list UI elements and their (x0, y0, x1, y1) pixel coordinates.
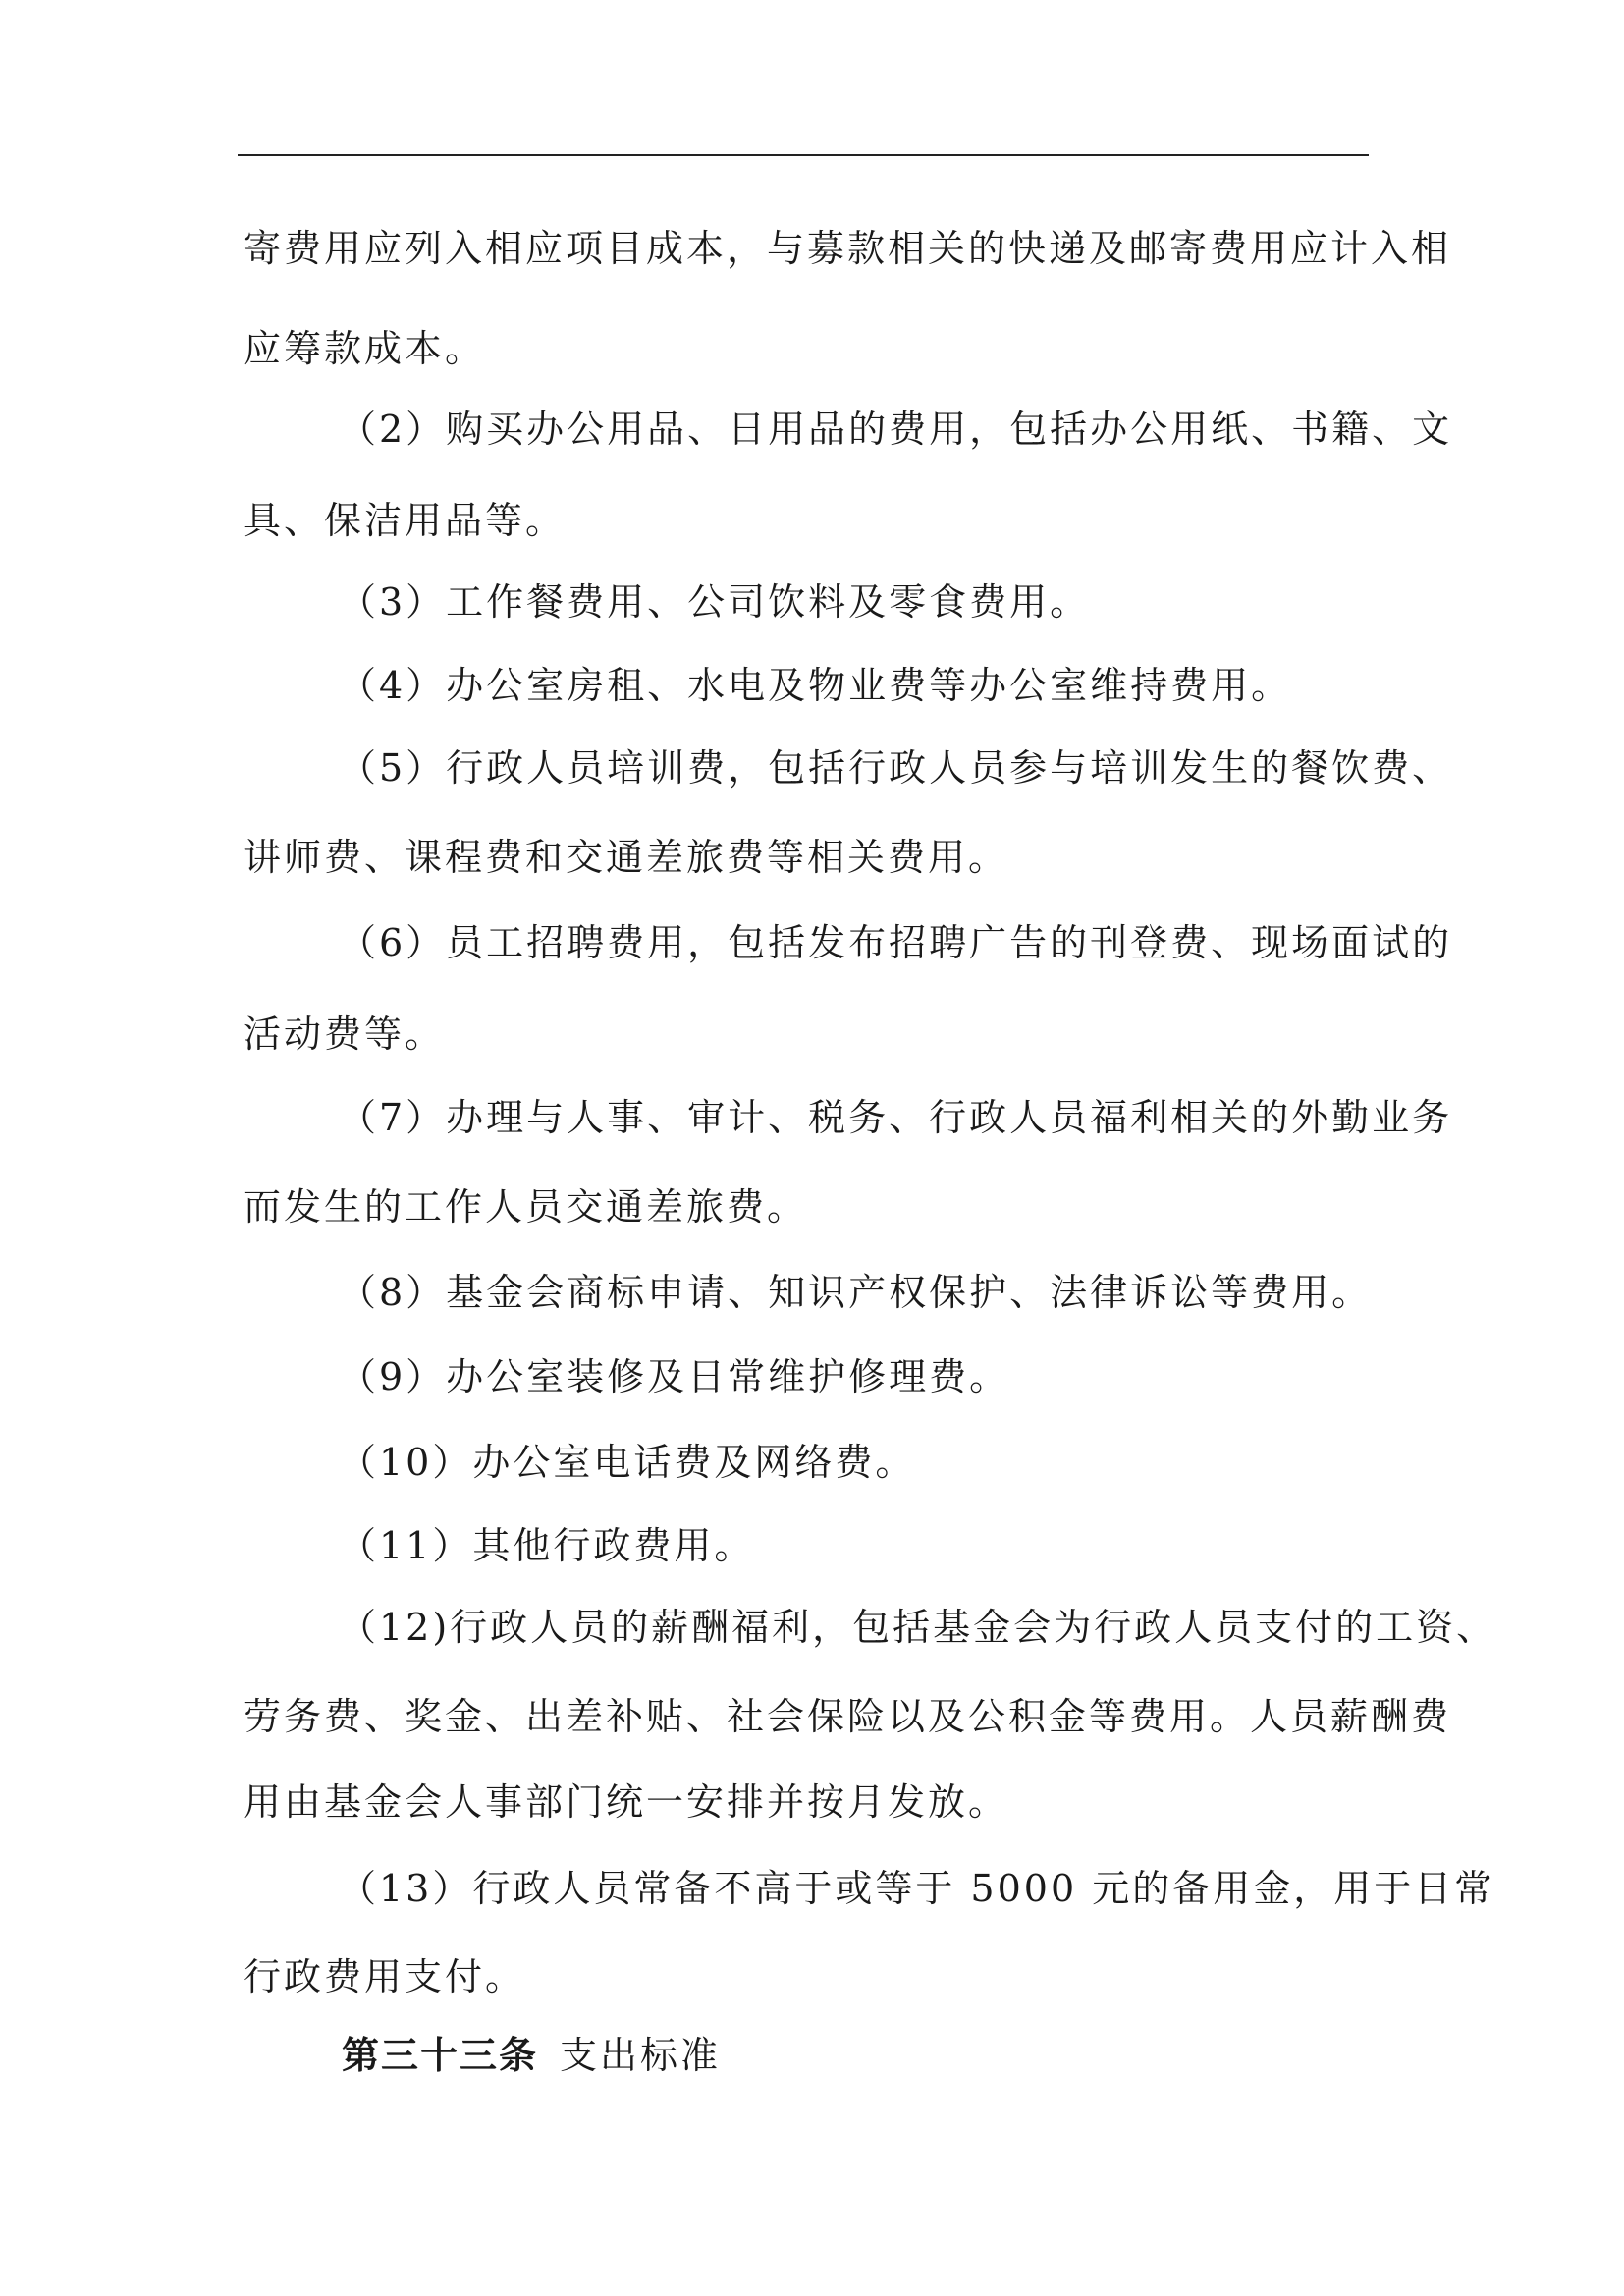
paragraph-line: 寄费用应列入相应项目成本，与募款相关的快递及邮寄费用应计入相 (244, 227, 1452, 270)
article-number: 第三十三条 (342, 2033, 539, 2077)
paragraph-line: 劳务费、奖金、出差补贴、社会保险以及公积金等费用。人员薪酬费 (244, 1695, 1452, 1738)
list-item-12: （12)行政人员的薪酬福利，包括基金会为行政人员支付的工资、 (339, 1606, 1497, 1649)
list-item-9: （9）办公室装修及日常维护修理费。 (339, 1355, 1010, 1398)
list-item-10: （10）办公室电话费及网络费。 (339, 1441, 916, 1484)
paragraph-line: 活动费等。 (244, 1012, 446, 1056)
paragraph-line: 用由基金会人事部门统一安排并按月发放。 (244, 1780, 1009, 1824)
list-item-6: （6）员工招聘费用，包括发布招聘广告的刊登费、现场面试的 (339, 921, 1453, 964)
list-item-3: （3）工作餐费用、公司饮料及零食费用。 (339, 580, 1091, 624)
header-rule (238, 154, 1369, 156)
paragraph-line: 行政费用支付。 (244, 1955, 526, 1998)
list-item-7: （7）办理与人事、审计、税务、行政人员福利相关的外勤业务 (339, 1096, 1453, 1139)
paragraph-line: 应筹款成本。 (244, 327, 486, 370)
paragraph-line: 具、保洁用品等。 (244, 499, 567, 542)
paragraph-line: 而发生的工作人员交通差旅费。 (244, 1185, 808, 1229)
list-item-13: （13）行政人员常备不高于或等于 5000 元的备用金，用于日常 (339, 1867, 1495, 1910)
list-item-5: （5）行政人员培训费，包括行政人员参与培训发生的餐饮费、 (339, 746, 1453, 790)
list-item-11: （11）其他行政费用。 (339, 1524, 755, 1567)
list-item-2: （2）购买办公用品、日用品的费用，包括办公用纸、书籍、文 (339, 408, 1453, 451)
article-heading (342, 2031, 1471, 2080)
paragraph-line: 讲师费、课程费和交通差旅费等相关费用。 (244, 836, 1009, 879)
list-item-4: （4）办公室房租、水电及物业费等办公室维持费用。 (339, 664, 1292, 707)
list-item-8: （8）基金会商标申请、知识产权保护、法律诉讼等费用。 (339, 1271, 1373, 1314)
article-title: 支出标准 (560, 2034, 722, 2077)
